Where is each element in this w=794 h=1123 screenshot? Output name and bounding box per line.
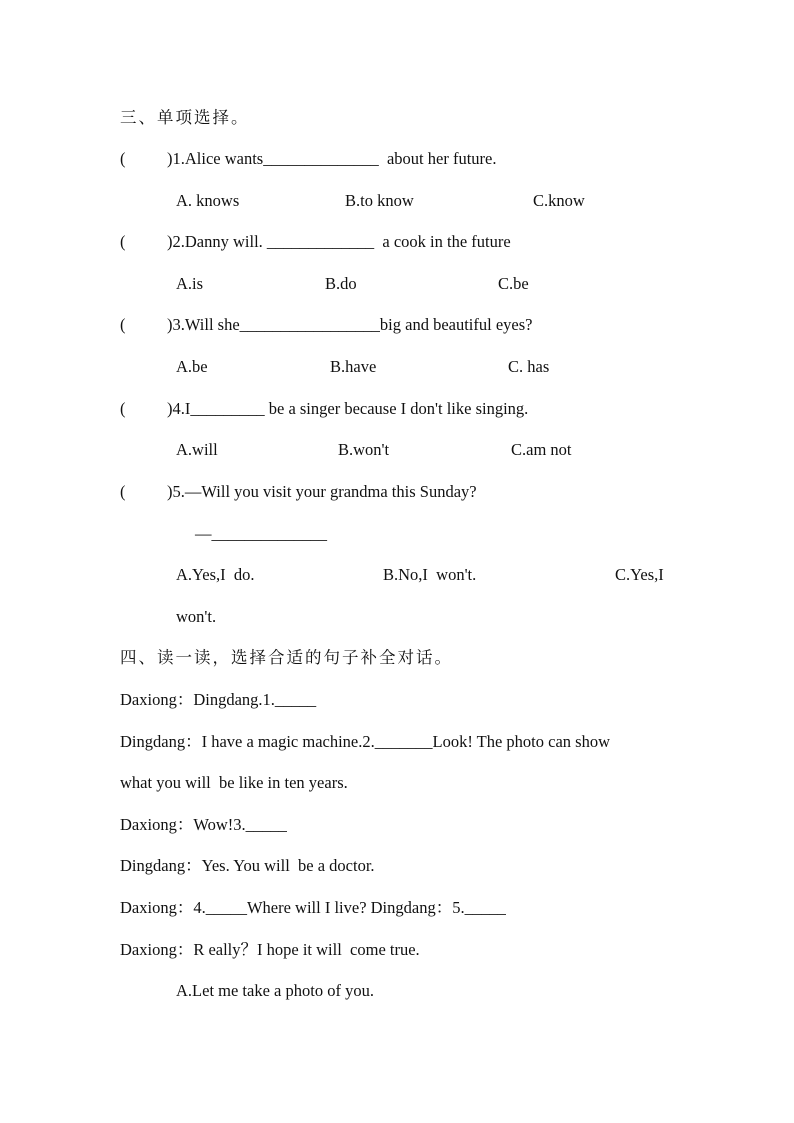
dialogue-line: Dingdang：I have a magic machine.2._______Look! The photo can show xyxy=(120,732,610,751)
question-4-paren: ( xyxy=(120,399,126,418)
question-5-stem: )5.—Will you visit your grandma this Sunday? xyxy=(167,482,477,501)
question-5-option-a: A.Yes,I do. xyxy=(176,565,255,584)
question-3-paren: ( xyxy=(120,315,126,334)
question-3-stem: )3.Will she_________________big and beautiful eyes? xyxy=(167,315,533,334)
question-5-paren: ( xyxy=(120,482,126,501)
question-4-option-c: C.am not xyxy=(511,440,572,459)
dialogue-line: what you will be like in ten years. xyxy=(120,773,348,792)
dialogue-line: Daxiong：Dingdang.1._____ xyxy=(120,690,317,709)
question-1-option-c: C.know xyxy=(533,191,585,210)
question-4-stem: )4.I_________ be a singer because I don't like singing. xyxy=(167,399,529,418)
question-5-option-b: B.No,I won't. xyxy=(383,565,477,584)
section-4-heading: 四、读一读，选择合适的句子补全对话。 xyxy=(120,648,453,667)
dialogue-line: Daxiong：R eally？I hope it will come true. xyxy=(120,940,420,959)
question-2-paren: ( xyxy=(120,232,126,251)
question-1-paren: ( xyxy=(120,149,126,168)
question-1-option-a: A. knows xyxy=(176,191,240,210)
question-3-option-c: C. has xyxy=(508,357,550,376)
question-3-option-b: B.have xyxy=(330,357,377,376)
question-2-stem: )2.Danny will. _____________ a cook in the future xyxy=(167,232,511,251)
question-3-option-a: A.be xyxy=(176,357,208,376)
question-5-option-c: C.Yes,I xyxy=(615,565,664,584)
question-4-option-a: A.will xyxy=(176,440,218,459)
dialogue-line: Dingdang：Yes. You will be a doctor. xyxy=(120,856,375,875)
dialogue-line: Daxiong：4._____Where will I live? Dingdang：5._____ xyxy=(120,898,506,917)
question-5-option-c-wrap: won't. xyxy=(176,607,217,626)
question-1-stem: )1.Alice wants______________ about her future. xyxy=(167,149,497,168)
question-5-answer-line: —______________ xyxy=(195,524,327,543)
question-2-option-b: B.do xyxy=(325,274,357,293)
question-1-option-b: B.to know xyxy=(345,191,414,210)
choice-a: A.Let me take a photo of you. xyxy=(176,981,374,1000)
dialogue-line: Daxiong：Wow!3._____ xyxy=(120,815,287,834)
question-2-option-a: A.is xyxy=(176,274,204,293)
section-3-heading: 三、单项选择。 xyxy=(120,108,250,127)
question-2-option-c: C.be xyxy=(498,274,529,293)
question-4-option-b: B.won't xyxy=(338,440,390,459)
